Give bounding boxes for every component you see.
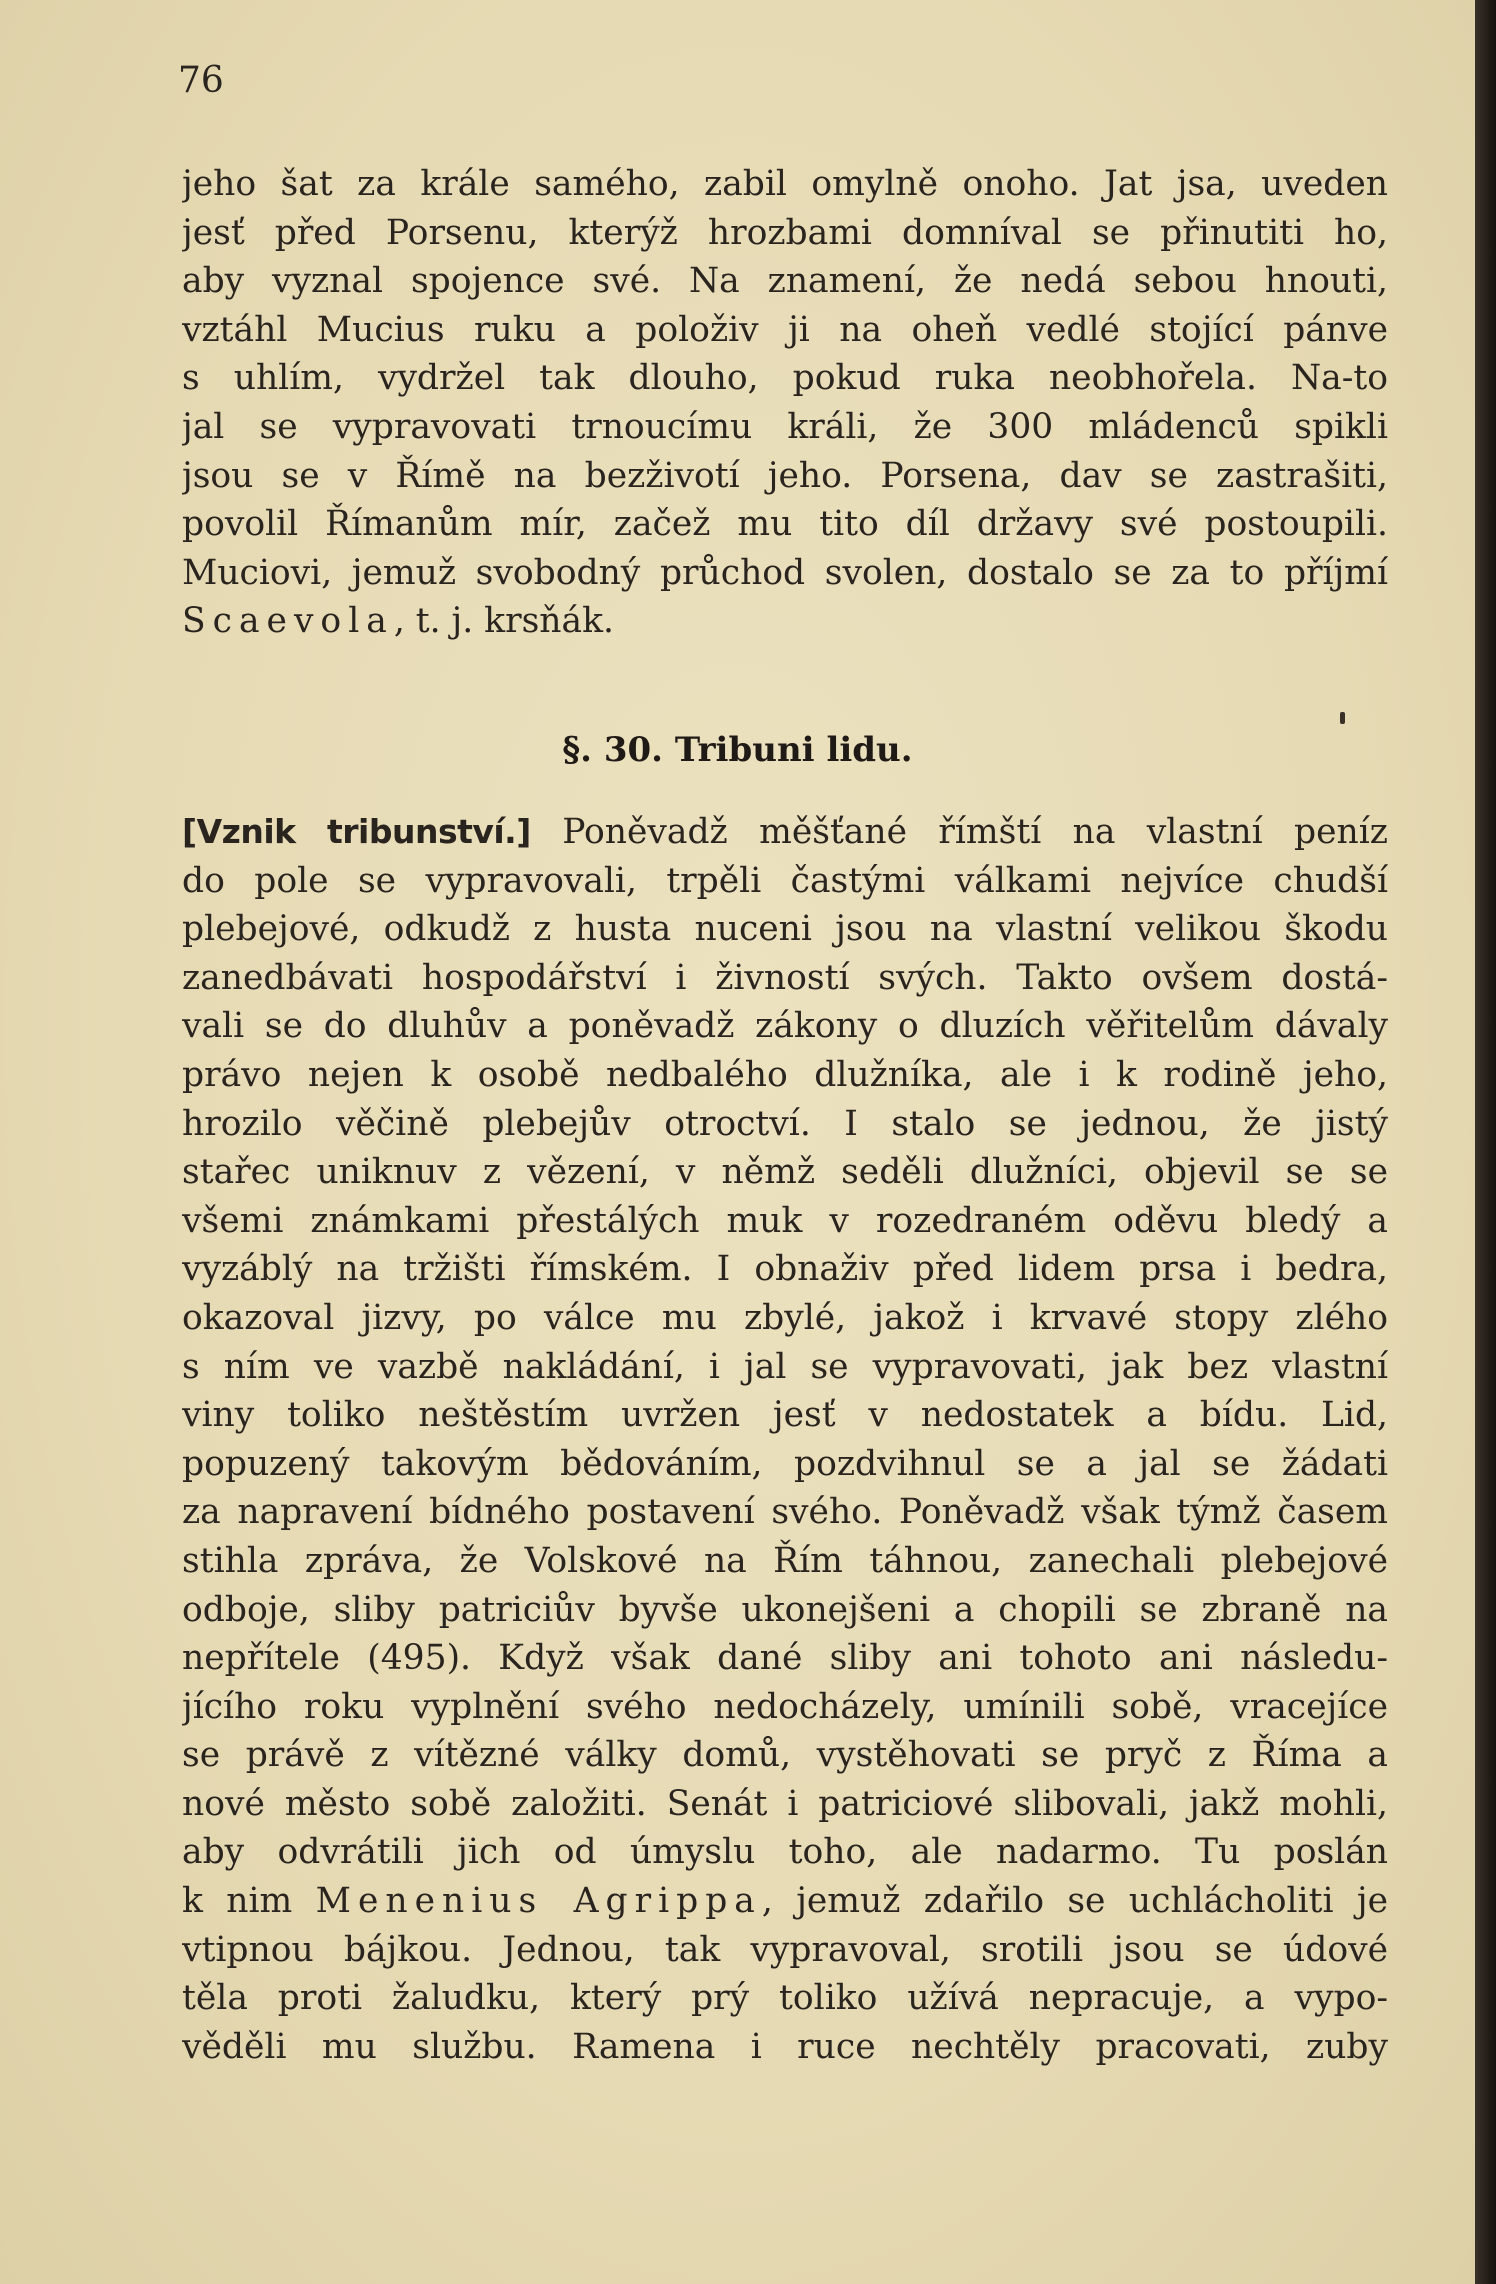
text-line: aby odvrátili jich od úmyslu toho, ale nadarmo. Tu poslán	[182, 1832, 1388, 1873]
paragraph-2-first-line	[182, 808, 1388, 857]
text-line: za napravení bídného postavení svého. Poněvadž však týmž časem	[182, 1492, 1388, 1533]
name-menenius-agrippa: Menenius Agrippa	[315, 1881, 762, 1922]
text-line: hrozilo věčině plebejův otroctví. I stalo se jednou, že jistý	[182, 1103, 1388, 1144]
agrippa-line-rest: , jemuž zdařilo se uchlácholiti je	[761, 1881, 1388, 1922]
text-line: vyzáblý na tržišti římském. I obnaživ před lidem prsa i bedra,	[182, 1249, 1388, 1290]
text-line: jeho šat za krále samého, zabil omylně onoho. Jat jsa, uveden	[182, 164, 1388, 204]
paragraph-1-last-line	[182, 597, 1388, 646]
text-line: těla proti žaludku, který prý toliko užívá nepracuje, a vypo-	[182, 1978, 1388, 2019]
text-line: do pole se vypravovali, trpěli častými válkami nejvíce chudší	[182, 860, 1388, 901]
text-line: jsou se v Římě na bezživotí jeho. Porsena, dav se zastrašiti,	[182, 455, 1388, 496]
text-line: nové město sobě založiti. Senát i patriciové slibovali, jakž mohli,	[182, 1783, 1388, 1824]
text-line: odboje, sliby patriciův byvše ukonejšeni a chopili se zbraně na	[182, 1589, 1388, 1630]
text-line: vztáhl Mucius ruku a položiv ji na oheň vedlé stojící pánve	[182, 309, 1388, 350]
text-line: aby vyznal spojence své. Na znamení, že nedá sebou hnouti,	[182, 261, 1388, 302]
text-line: Muciovi, jemuž svobodný průchod svolen, dostalo se za to příjmí	[182, 552, 1388, 593]
text-line: plebejové, odkudž z husta nuceni jsou na vlastní velikou škodu	[182, 909, 1388, 950]
ink-speck	[1340, 712, 1345, 724]
paragraph-heading: [Vznik tribunství.]	[182, 812, 531, 851]
page-number: 76	[178, 60, 224, 101]
text-line: stihla zpráva, že Volskové na Řím táhnou, zanechali plebejové	[182, 1540, 1388, 1581]
name-scaevola: Scaevola	[182, 601, 394, 642]
text-line: povolil Římanům mír, začež mu tito díl državy své postoupili.	[182, 504, 1388, 545]
paragraph-mucius-scaevola	[182, 160, 1388, 646]
paragraph-2-lines	[182, 857, 1388, 1877]
text-line: jesť před Porsenu, kterýž hrozbami domníval se přinutiti ho,	[182, 212, 1388, 253]
text-line: s ním ve vazbě nakládání, i jal se vypravovati, jak bez vlastní	[182, 1346, 1388, 1387]
text-line: nepřítele (495). Když však dané sliby ani tohoto ani následu-	[182, 1638, 1388, 1679]
paragraph-1-lines	[182, 160, 1388, 597]
text-line: vali se do dluhův a poněvadž zákony o dluzích věřitelům dávaly	[182, 1006, 1388, 1047]
text-line: okazoval jizvy, po válce mu zbylé, jakož i krvavé stopy zlého	[182, 1297, 1388, 1338]
text-line: zanedbávati hospodářství i živností svých. Takto ovšem dostá-	[182, 957, 1388, 998]
text-line: se právě z vítězné války domů, vystěhovati se pryč z Říma a	[182, 1735, 1388, 1776]
last-line-rest: , t. j. krsňák.	[393, 601, 614, 642]
page-edge-shadow	[1475, 0, 1496, 2284]
paragraph-2-agrippa-line	[182, 1877, 1388, 1926]
text-line: právo nejen k osobě nedbalého dlužníka, ale i k rodině jeho,	[182, 1054, 1388, 1095]
text-line: všemi známkami přestálých muk v rozedraném oděvu bledý a	[182, 1200, 1388, 1241]
paragraph-tribunes	[182, 808, 1388, 2071]
section-title: §. 30. Tribuni lidu.	[562, 730, 913, 770]
paragraph-2-lines-after	[182, 1926, 1388, 2072]
text-line: s uhlím, vydržel tak dlouho, pokud ruka neobhořela. Na-to	[182, 358, 1388, 399]
first-line-rest: Poněvadž měšťané římští na vlastní peníz	[530, 812, 1388, 852]
agrippa-line-start: k nim	[182, 1881, 316, 1922]
text-line: viny toliko neštěstím uvržen jesť v nedostatek a bídu. Lid,	[182, 1395, 1388, 1436]
text-line: jal se vypravovati trnoucímu králi, že 300 mládenců spikli	[182, 406, 1388, 447]
text-line: věděli mu službu. Ramena i ruce nechtěly pracovati, zuby	[182, 2026, 1388, 2067]
text-line: vtipnou bájkou. Jednou, tak vypravoval, srotili jsou se údové	[182, 1929, 1388, 1970]
text-line: popuzený takovým bědováním, pozdvihnul se a jal se žádati	[182, 1443, 1388, 1484]
text-line: stařec uniknuv z vězení, v němž seděli dlužníci, objevil se se	[182, 1152, 1388, 1193]
text-line: jícího roku vyplnění svého nedocházely, umínili sobě, vracejíce	[182, 1686, 1388, 1727]
